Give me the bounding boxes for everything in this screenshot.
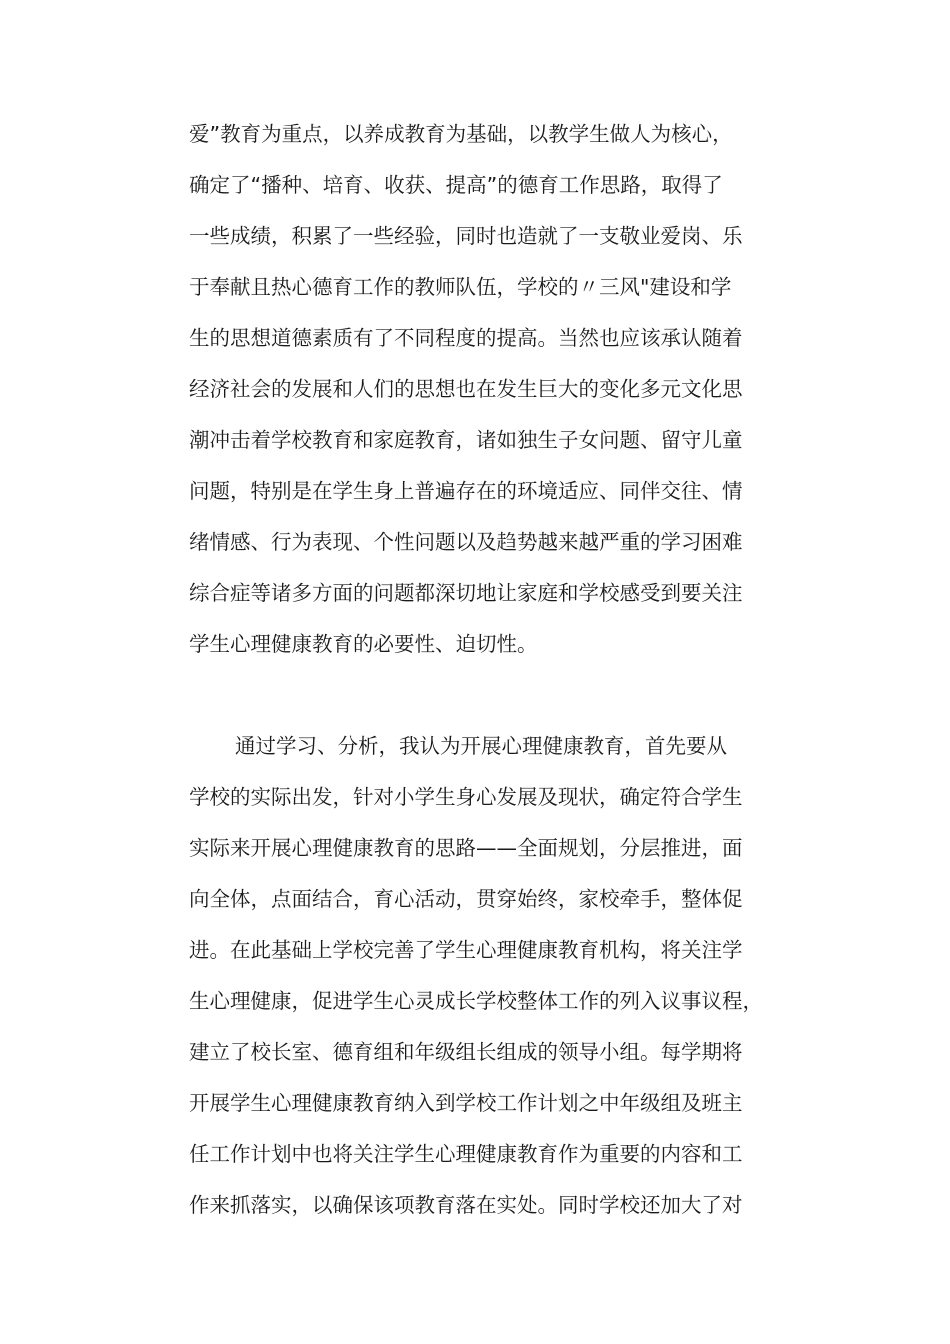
paragraph-line: 绪情感、行为表现、个性问题以及趋势越来越严重的学习困难 [189,530,743,554]
paragraph-line: 经济社会的发展和人们的思想也在发生巨大的变化多元文化思 [189,377,743,401]
paragraph-line: 通过学习、分析，我认为开展心理健康教育，首先要从 [235,734,727,758]
paragraph-line: 学生心理健康教育的必要性、迫切性。 [189,632,538,656]
paragraph-line: 进。在此基础上学校完善了学生心理健康教育机构，将关注学 [189,938,743,962]
paragraph-1 [189,117,774,678]
paragraph-line: 生的思想道德素质有了不同程度的提高。当然也应该承认随着 [189,326,743,350]
paragraph-line: 生心理健康，促进学生心灵成长学校整体工作的列入议事议程， [189,989,763,1013]
paragraph-line: 综合症等诸多方面的问题都深切地让家庭和学校感受到要关注 [189,581,743,605]
paragraph-line: 确定了“播种、培育、收获、提高”的德育工作思路，取得了 [189,173,723,197]
paragraph-line: 爱”教育为重点，以养成教育为基础，以教学生做人为核心， [189,122,733,146]
paragraph-spacer [189,678,774,729]
paragraph-line: 潮冲击着学校教育和家庭教育，诸如独生子女问题、留守儿童 [189,428,743,452]
paragraph-line: 一些成绩，积累了一些经验，同时也造就了一支敬业爱岗、乐 [189,224,743,248]
paragraph-line: 任工作计划中也将关注学生心理健康教育作为重要的内容和工 [189,1142,743,1166]
paragraph-line: 实际来开展心理健康教育的思路——全面规划，分层推进，面 [189,836,743,860]
paragraph-line: 问题，特别是在学生身上普遍存在的环境适应、同伴交往、情 [189,479,743,503]
paragraph-line: 开展学生心理健康教育纳入到学校工作计划之中年级组及班主 [189,1091,743,1115]
paragraph-line: 于奉献且热心德育工作的教师队伍，学校的〃三风"建设和学 [189,275,732,299]
paragraph-line: 建立了校长室、德育组和年级组长组成的领导小组。每学期将 [189,1040,743,1064]
document-body [189,117,774,1239]
paragraph-line: 学校的实际出发，针对小学生身心发展及现状，确定符合学生 [189,785,743,809]
paragraph-2 [189,729,774,1239]
paragraph-line: 向全体，点面结合，育心活动，贯穿始终，家校牵手，整体促 [189,887,743,911]
paragraph-line: 作来抓落实，以确保该项教育落在实处。同时学校还加大了对 [189,1193,743,1217]
